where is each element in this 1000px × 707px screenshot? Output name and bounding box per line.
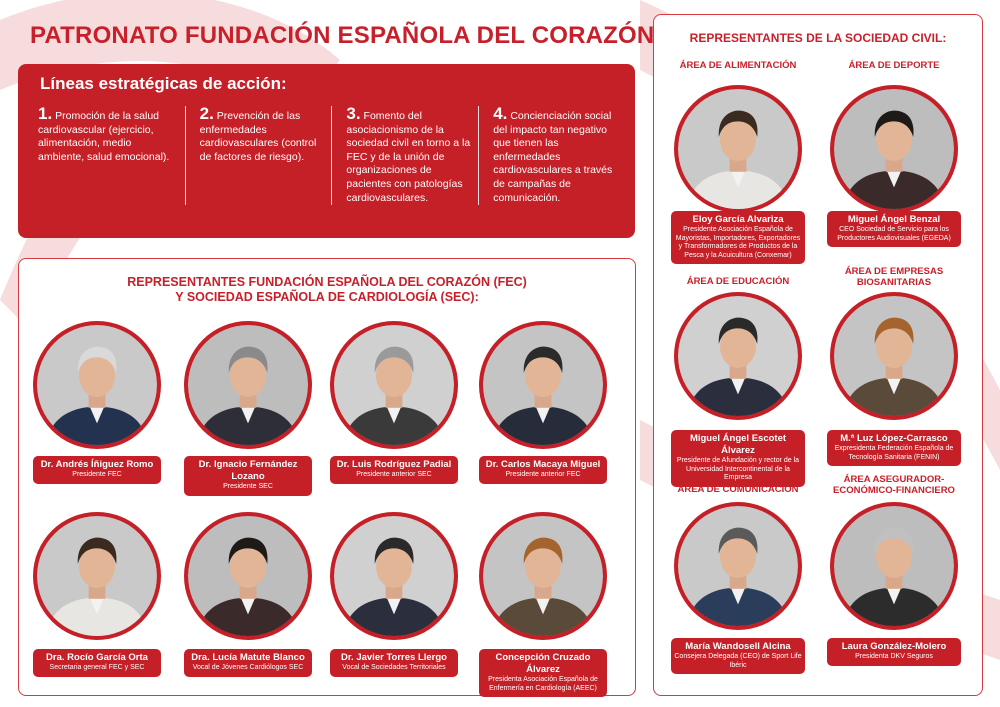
area-label: ÁREA ASEGURADOR-ECONÓMICO-FINANCIERO	[833, 474, 955, 496]
portrait-image	[678, 89, 798, 209]
portrait-photo	[33, 512, 161, 640]
strategic-line-number: 1.	[38, 104, 53, 123]
member-name: Laura González-Molero	[841, 641, 947, 652]
fec-sec-heading-line-2: Y SOCIEDAD ESPAÑOLA DE CARDIOLOGÍA (SEC):	[175, 290, 479, 304]
member-name: M.ª Luz López-Carrasco	[840, 433, 948, 444]
portrait-image	[834, 89, 954, 209]
member-role: Presidenta DKV Seguros	[855, 653, 933, 660]
member-nametag	[479, 456, 607, 484]
area-label: ÁREA DE EMPRESAS BIOSANITARIAS	[844, 266, 944, 288]
member-role: Consejera Delegada (CEO) de Sport Life Ibéric	[674, 653, 802, 669]
member-nametag	[827, 430, 961, 466]
area-label: ÁREA DE ALIMENTACIÓN	[679, 60, 797, 71]
member-name: María Wandosell Alcina	[685, 641, 791, 652]
member-nametag	[827, 638, 961, 666]
strategic-line-text: Promoción de la salud cardiovascular (ejercicio, alimentación, medio ambiente, salud emocional).	[38, 110, 170, 163]
page-title: PATRONATO FUNDACIÓN ESPAÑOLA DEL CORAZÓN	[30, 22, 655, 49]
portrait-image	[483, 516, 603, 636]
member-nametag	[671, 430, 805, 487]
portrait-photo	[184, 512, 312, 640]
member-nametag	[827, 211, 961, 247]
portrait-image	[334, 325, 454, 445]
portrait-image	[334, 516, 454, 636]
member-name: Eloy García Alvariza	[692, 214, 784, 225]
member-name: Dr. Luis Rodríguez Padial	[336, 459, 452, 470]
member-role: Presidente anterior SEC	[356, 471, 432, 478]
member-role: Vocal de Sociedades Territoriales	[342, 664, 446, 671]
member-nametag	[33, 456, 161, 484]
member-role: Presidente Asociación Española de Mayoristas, Importadores, Exportadores y Transformadores de Productos de la Pesca y la Acuicultura (Conxemar)	[675, 226, 801, 259]
portrait-photo	[830, 292, 958, 420]
portrait-image	[188, 325, 308, 445]
member-name: Dr. Andrés Íñiguez Romo	[40, 459, 154, 470]
civil-society-heading: REPRESENTANTES DE LA SOCIEDAD CIVIL:	[689, 31, 947, 45]
member-role: Presidente de Afundación y rector de la Universidad Intercontinental de la Empresa	[676, 457, 800, 481]
member-nametag	[184, 456, 312, 496]
portrait-photo	[674, 502, 802, 630]
member-role: Presidente anterior FEC	[505, 471, 581, 478]
strategic-line-number: 4.	[493, 104, 508, 123]
portrait-image	[678, 296, 798, 416]
area-label: ÁREA DE COMUNICACIÓN	[677, 484, 799, 495]
strategic-line-text: Concienciación social del impacto tan negativo que tienen las enfermedades cardiovasculares a través de campañas de comunicación.	[493, 110, 613, 204]
portrait-photo	[830, 502, 958, 630]
area-label: ÁREA DE DEPORTE	[848, 60, 940, 71]
portrait-photo	[33, 321, 161, 449]
member-name: Miguel Ángel Benzal	[847, 214, 941, 225]
portrait-photo	[330, 321, 458, 449]
member-nametag	[330, 456, 458, 484]
portrait-photo	[674, 85, 802, 213]
member-nametag	[479, 649, 607, 697]
member-name: Dr. Javier Torres Llergo	[341, 652, 447, 663]
member-role: Secretaria general FEC y SEC	[49, 664, 145, 671]
portrait-photo	[184, 321, 312, 449]
portrait-image	[37, 325, 157, 445]
member-role: Presidente SEC	[223, 483, 273, 490]
member-role: Expresidenta Federación Española de Tecnología Sanitaria (FENIN)	[834, 445, 954, 461]
portrait-image	[678, 506, 798, 626]
portrait-image	[834, 296, 954, 416]
member-nametag	[671, 638, 805, 674]
portrait-photo	[479, 512, 607, 640]
member-name: Dr. Ignacio Fernández Lozano	[198, 459, 298, 482]
member-nametag	[184, 649, 312, 677]
portrait-photo	[674, 292, 802, 420]
portrait-image	[483, 325, 603, 445]
portrait-image	[37, 516, 157, 636]
member-name: Dra. Rocío García Orta	[46, 652, 148, 663]
portrait-image	[834, 506, 954, 626]
member-name: Concepción Cruzado Álvarez	[495, 652, 591, 675]
portrait-photo	[479, 321, 607, 449]
portrait-photo	[830, 85, 958, 213]
portrait-image	[188, 516, 308, 636]
member-role: Vocal de Jóvenes Cardiólogos SEC	[192, 664, 304, 671]
area-label: ÁREA DE EDUCACIÓN	[686, 276, 790, 287]
member-role: CEO Sociedad de Servicio para los Productores Audiovisuales (EGEDA)	[837, 226, 951, 242]
member-nametag	[33, 649, 161, 677]
strategic-line-text: Prevención de las enfermedades cardiovasculares (control de factores de riesgo).	[199, 110, 317, 163]
member-name: Dra. Lucía Matute Blanco	[191, 652, 305, 663]
strategic-line-text: Fomento del asociacionismo de la sociedad civil en torno a la FEC y de la unión de organizaciones de pacientes con patologías cardiovasculares.	[346, 110, 471, 204]
member-role: Presidente FEC	[72, 471, 122, 478]
member-role: Presidenta Asociación Española de Enfermería en Cardiología (AEEC)	[488, 676, 598, 692]
strategic-line-number: 3.	[346, 104, 361, 123]
portrait-photo	[330, 512, 458, 640]
member-name: Miguel Ángel Escotet Álvarez	[689, 433, 787, 456]
fec-sec-heading-line-1: REPRESENTANTES FUNDACIÓN ESPAÑOLA DEL CORAZÓN (FEC)	[127, 275, 527, 289]
strategic-line-number: 2.	[199, 104, 214, 123]
member-name: Dr. Carlos Macaya Miguel	[485, 459, 601, 470]
member-nametag	[671, 211, 805, 264]
strategic-lines-heading: Líneas estratégicas de acción:	[40, 74, 287, 93]
member-nametag	[330, 649, 458, 677]
